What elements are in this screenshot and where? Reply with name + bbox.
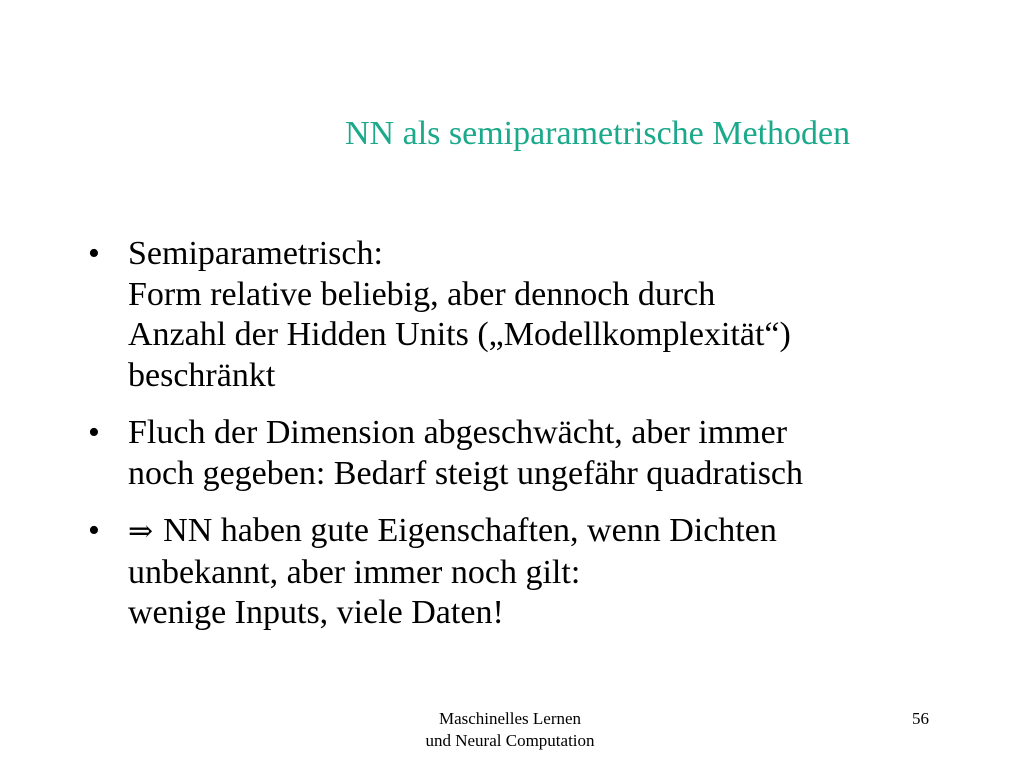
bullet-line: NN haben gute Eigenschaften, wenn Dichten [163, 512, 777, 549]
bullet-line: Form relative beliebig, aber dennoch durch [128, 275, 716, 313]
bullet-list [88, 234, 988, 651]
bullet-item-curse-of-dimension [88, 413, 988, 494]
implies-arrow-icon: ⇒ [128, 514, 154, 549]
footer-course-title [370, 708, 650, 752]
bullet-dot-icon: • [88, 512, 100, 549]
footer-course-line: Maschinelles Lernen [438, 709, 582, 728]
slide-title: NN als semiparametrische Methoden [345, 115, 851, 152]
bullet-dot-icon: • [88, 414, 100, 451]
footer-course-line: und Neural Computation [425, 731, 595, 750]
bullet-line: unbekannt, aber immer noch gilt: [128, 553, 581, 591]
page-number: 56 [912, 709, 929, 728]
bullet-item-semiparametric [88, 234, 988, 396]
bullet-dot-icon: • [88, 235, 100, 272]
bullet-line: Fluch der Dimension abgeschwächt, aber immer [128, 414, 788, 451]
bullet-line: Semiparametrisch: [128, 235, 383, 272]
bullet-line-with-arrow [128, 511, 988, 553]
bullet-line: wenige Inputs, viele Daten! [128, 594, 504, 631]
bullet-line: noch gegeben: Bedarf steigt ungefähr quadratisch [128, 454, 804, 492]
bullet-item-conclusion [88, 511, 988, 634]
bullet-line: beschränkt [128, 356, 276, 394]
bullet-line: Anzahl der Hidden Units („Modellkomplexität“) [128, 316, 791, 353]
